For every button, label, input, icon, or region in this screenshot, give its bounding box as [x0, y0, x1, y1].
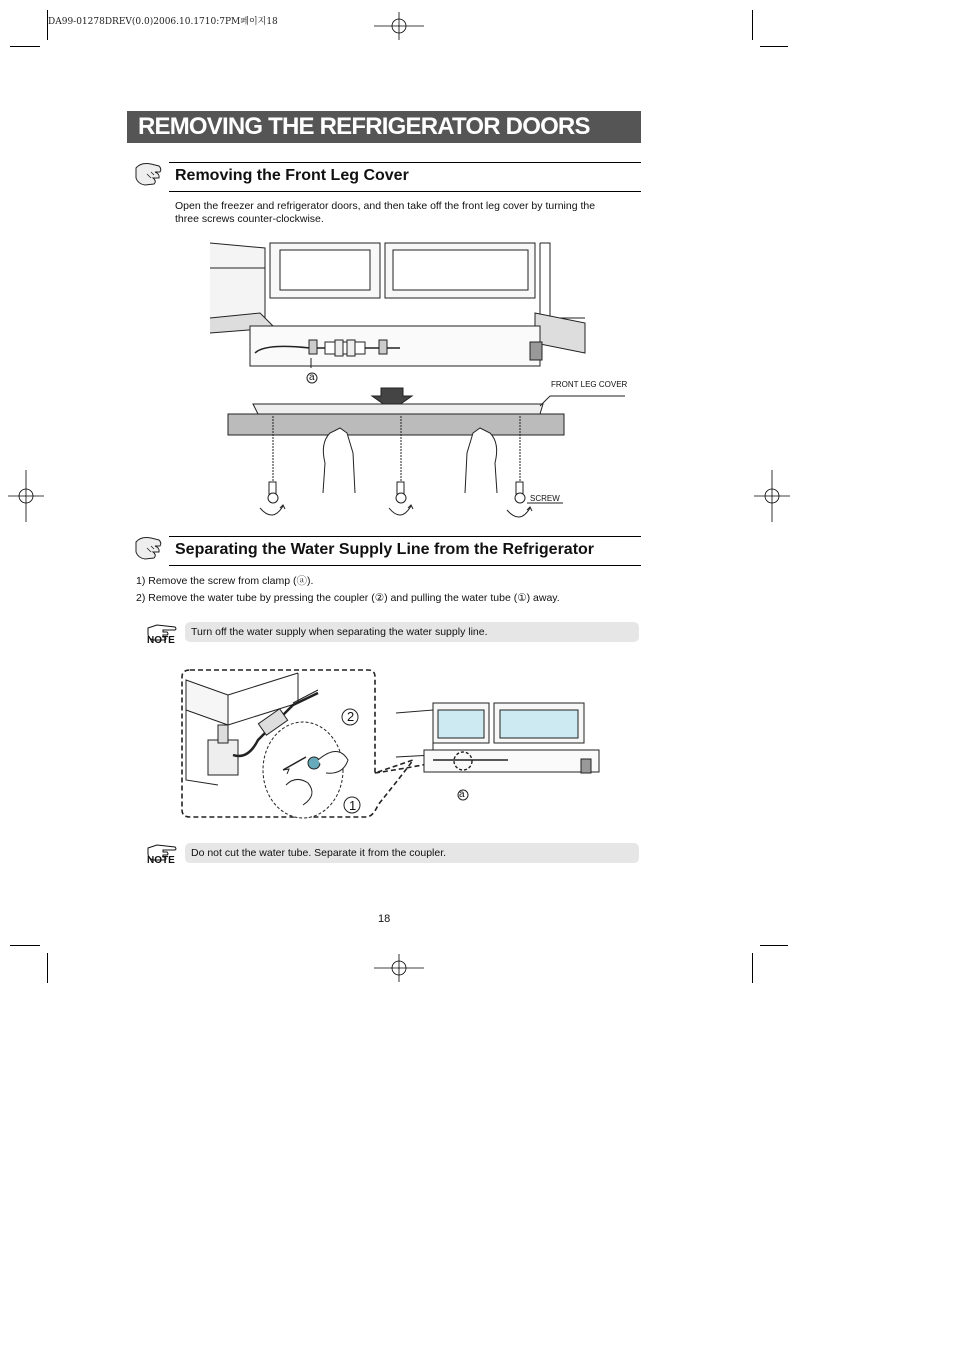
page-number: 18 [378, 913, 391, 925]
print-header: DA99-01278DREV(0.0)2006.10.1710:7PM페이지18 [48, 17, 278, 27]
note-text: Turn off the water supply when separating the water supply line. [185, 622, 639, 642]
page-title: REMOVING THE REFRIGERATOR DOORS [127, 111, 641, 143]
callout-2: 2 [347, 709, 355, 724]
clamp-label-a: a [309, 372, 315, 383]
paragraph-line: Open the freezer and refrigerator doors, and then take off the front leg cover by turning the [175, 200, 596, 212]
note-text: Do not cut the water tube. Separate it from the coupler. [185, 843, 639, 863]
section-header-front-leg-cover [127, 162, 641, 192]
step-2: 2) Remove the water tube by pressing the coupler (②) and pulling the water tube (①) away. [136, 592, 560, 604]
front-leg-cover-label: FRONT LEG COVER [551, 380, 628, 389]
section-header-water-supply [127, 536, 641, 566]
pointing-hand-icon [133, 534, 163, 564]
note-label: NOTE [147, 635, 175, 646]
water-supply-illustration [178, 665, 613, 825]
pointing-hand-icon [133, 160, 163, 190]
note-label: NOTE [147, 855, 175, 866]
section-heading: Removing the Front Leg Cover [175, 167, 409, 184]
step-1: 1) Remove the screw from clamp (ⓐ). [136, 575, 314, 587]
callout-1: 1 [349, 798, 357, 813]
screw-label: SCREW [530, 494, 560, 503]
paragraph-line: three screws counter-clockwise. [175, 213, 324, 225]
section-heading: Separating the Water Supply Line from the Refrigerator [175, 541, 595, 558]
clamp-label-a: a [459, 789, 465, 800]
section1-paragraph [175, 200, 595, 226]
